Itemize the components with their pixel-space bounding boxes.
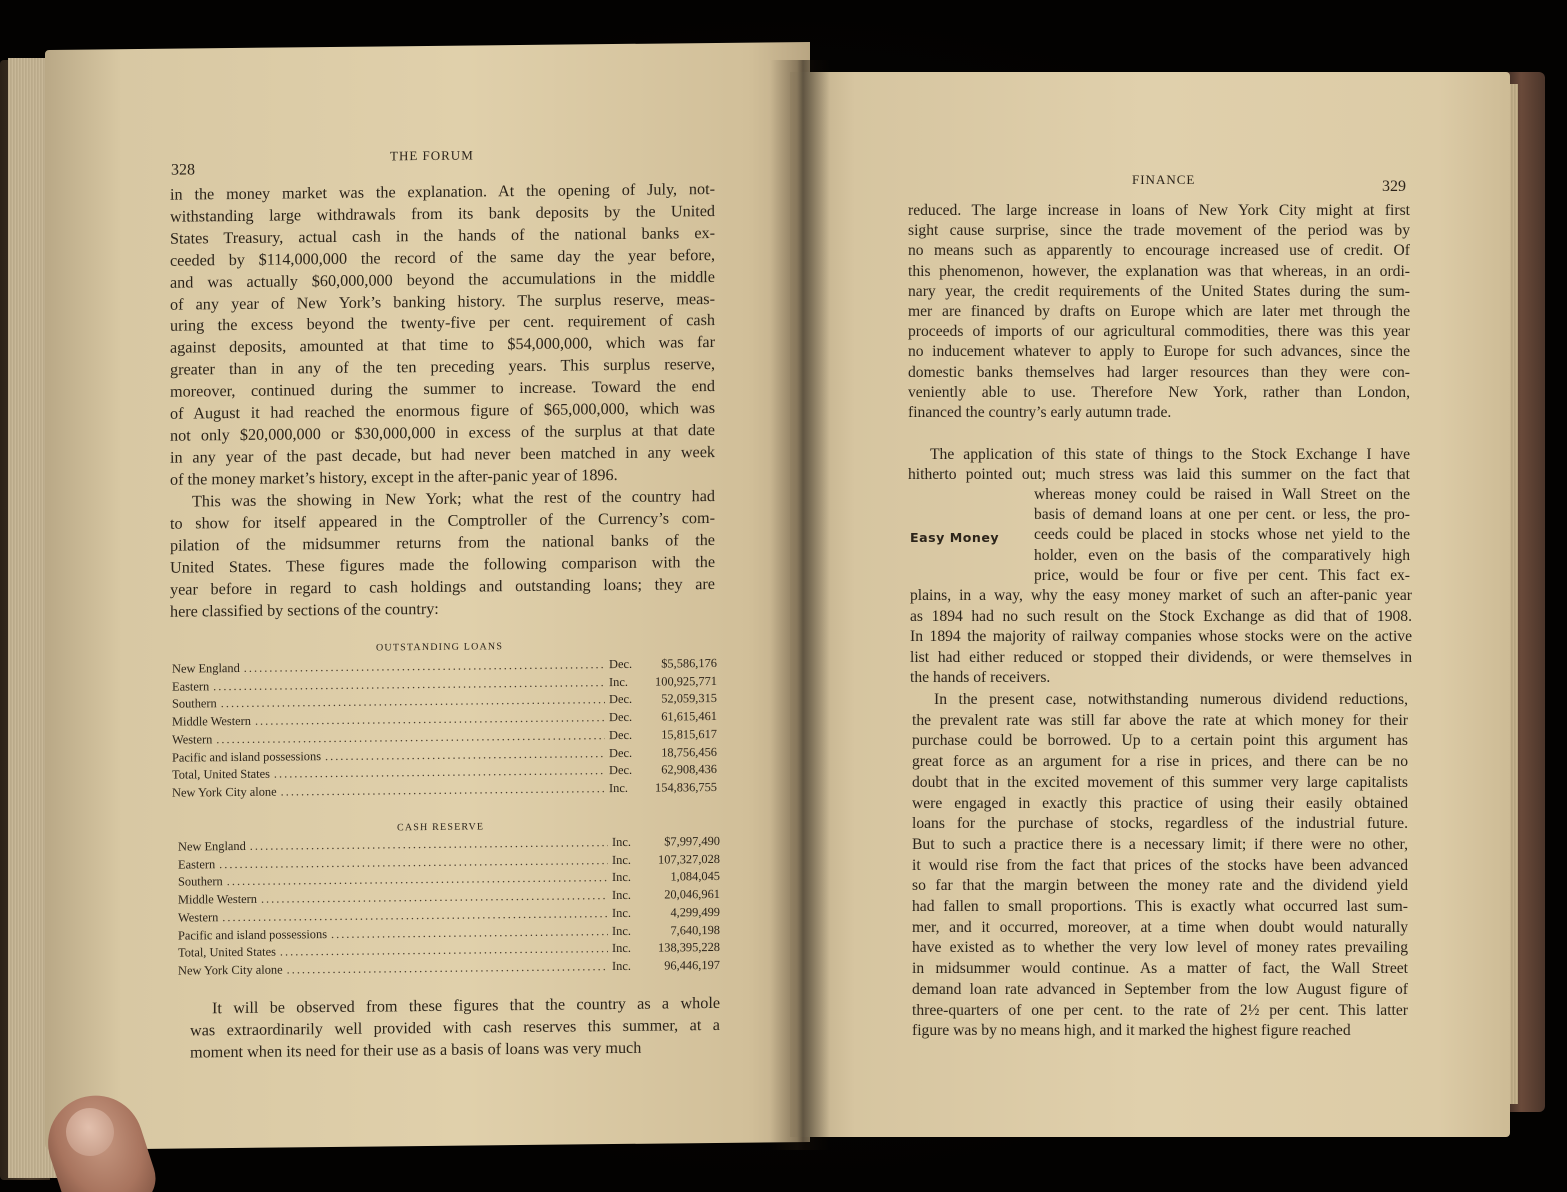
outstanding-loans-title: OUTSTANDING LOANS [376,641,504,654]
amount-value: 138,395,228 [658,940,720,955]
change-direction: Dec. [609,709,633,725]
text-line: here classified by sections of the country: [170,599,439,621]
text-line: of the money market’s history, except in the after-panic year of 1896. [170,465,618,489]
text-line: against deposits, amounted at that time to $54,000,000, which was far [170,333,715,358]
text-line: in the money market was the explanation. At the opening of July, not- [170,179,715,204]
text-line: The application of this state of things to the Stock Exchange I have [930,446,1410,463]
text-line: It will be observed from these figures that the country as a whole [212,993,720,1018]
region-label: Eastern [178,856,216,872]
amount-value: 100,925,771 [655,673,717,689]
change-direction: Inc. [612,852,631,867]
amount-value: 107,327,028 [658,851,720,867]
change-direction: Inc. [612,887,631,903]
text-line: so far that the margin between the money rate and the dividend yield [912,877,1408,895]
text-line: mer, and it occurred, moreover, at a time when doubt would naturally [912,918,1408,936]
text-line: reduced. The large increase in loans of New York City might at first [908,202,1410,219]
right-page [790,72,1510,1137]
left-paragraph-2 [170,486,715,623]
left-page [45,42,810,1150]
change-direction: Dec. [609,656,633,672]
text-line: year before in regard to cash holdings and outstanding loans; they are [170,574,715,599]
left-running-head: THE FORUM [390,147,474,164]
text-line: this phenomenon, however, the explanation was that whereas, in an ordi- [908,262,1410,280]
change-direction: Inc. [612,941,631,956]
text-line: plains, in a way, why the easy money market of such an after-panic year [910,587,1412,604]
region-label: Eastern [172,678,210,694]
change-direction: Inc. [609,780,628,796]
right-paragraph-1 [908,201,1410,423]
right-paragraph-3 [912,690,1408,1042]
text-line: financed the country’s early autumn trade. [908,404,1172,422]
change-direction: Dec. [609,763,633,778]
text-line: had fallen to small proportions. This is exactly what occurred last sum- [912,898,1408,916]
left-paragraph-3 [190,993,720,1064]
right-paragraph-2-narrow [1034,485,1410,586]
text-line: demand loan rate advanced in September from the low August figure of [912,980,1408,998]
region-label: New York City alone [178,962,283,978]
text-line: price, would be four or five per cent. This fact ex- [1034,566,1410,584]
text-line: of any year of New York’s banking history. The surplus reserve, meas- [170,289,715,314]
text-line: whereas money could be raised in Wall Street on the [1034,486,1410,503]
change-direction: Inc. [612,923,631,938]
text-line: greater than in any of the ten preceding years. This surplus reserve, [170,355,715,379]
text-line: pilation of the midsummer returns from the national banks of the [170,530,715,555]
region-label: Middle Western [172,713,251,729]
region-label: Southern [172,696,217,712]
text-line: list had either reduced or stopped their dividends, or were themselves in [910,648,1412,666]
change-direction: Dec. [609,745,633,760]
right-paragraph-2-rest [910,586,1412,689]
sidenote-easy-money: Easy Money [910,530,1000,545]
change-direction: Dec. [609,692,633,707]
region-label: New York City alone [172,784,277,800]
amount-value: $7,997,490 [664,833,720,849]
amount-value: 7,640,198 [670,922,720,937]
region-label: Southern [178,874,223,890]
change-direction: Inc. [609,674,628,689]
text-line: veniently able to use. Therefore New York, rather than London, [908,383,1410,401]
text-line: three-quarters of one per cent. to the rate of 2½ per cent. This latter [912,1001,1408,1019]
text-line: In the present case, notwithstanding numerous dividend reductions, [934,691,1408,708]
text-line: of August it had reached the enormous figure of $65,000,000, which was [170,399,715,423]
amount-value: 20,046,961 [664,887,720,902]
text-line: in midsummer would continue. As a matter of fact, the Wall Street [912,960,1408,978]
right-running-head: FINANCE [1132,172,1196,187]
text-line: figure was by no means high, and it marked the highest figure reached [912,1022,1351,1040]
text-line: withstanding large withdrawals from its bank deposits by the United [170,201,715,226]
amount-value: 18,756,456 [661,744,717,760]
text-line: no means such as apparently to encourage increased use of credit. Of [908,242,1410,260]
leader-dots [287,958,608,979]
right-paragraph-2-full [908,445,1410,485]
right-page-number: 329 [1382,178,1406,195]
cash-reserve-table [178,833,720,980]
change-direction: Inc. [612,834,631,850]
text-line: and was actually $60,000,000 beyond the accumulations in the middle [170,267,715,292]
text-line: This was the showing in New York; what the rest of the country had [192,486,715,511]
text-line: loans for the purchase of stocks, regardless of the industrial future. [912,815,1408,833]
region-label: Western [178,909,219,925]
text-line: uring the excess beyond the twenty-five per cent. requirement of cash [170,311,715,336]
amount-value: 61,615,461 [661,709,717,724]
text-line: were engaged in exactly this practice of using their easily obtained [912,794,1408,812]
change-direction: Inc. [612,870,631,885]
amount-value: 4,299,499 [670,904,720,920]
text-line: in any year of the past decade, but had never been matched in any week [170,442,715,467]
text-line: it would rise from the fact that prices of the stocks have been advanced [912,856,1408,874]
text-line: have existed as to whether the very low level of money rates prevailing [912,939,1408,957]
region-label: Total, United States [178,944,276,960]
text-line: to show for itself appeared in the Comptroller of the Currency’s com- [170,508,715,533]
text-line: In 1894 the majority of railway companies whose stocks were on the active [910,628,1412,646]
text-line: as 1894 had no such result on the Stock Exchange as did that of 1908. [910,607,1412,625]
text-line: domestic banks themselves had larger resources than they were con- [908,363,1410,381]
region-label: New England [172,660,240,676]
text-line: moment when its need for their use as a basis of loans was very much [190,1038,642,1062]
text-line: hitherto pointed out; much stress was laid this summer on the fact that [908,466,1410,484]
text-line: sight cause surprise, since the trade movement of the period was by [908,222,1410,240]
amount-value: 1,084,045 [670,869,720,884]
change-direction: Inc. [612,905,631,920]
text-line: holder, even on the basis of the comparatively high [1034,546,1410,564]
text-line: great force as an argument for a rise in prices, and there can be no [912,753,1408,771]
amount-value: 52,059,315 [661,691,717,706]
text-line: But to such a practice there is a necessary limit; if there were no other, [912,835,1408,853]
text-line: proceeds of imports of our agricultural commodities, there was this year [908,323,1410,341]
text-line: was extraordinarily well provided with cash reserves this summer, at a [190,1015,720,1040]
region-label: Middle Western [178,891,257,907]
text-line: States Treasury, actual cash in the hands of the national banks ex- [170,223,715,248]
text-line: nary year, the credit requirements of the United States during the sum- [908,282,1410,300]
text-line: no inducement whatever to apply to Europe for such advances, since the [908,343,1410,361]
change-direction: Inc. [612,958,631,973]
amount-value: $5,586,176 [661,655,717,671]
text-line: the prevalent rate was still far above the rate at which money for their [912,711,1408,729]
region-label: Western [172,732,213,747]
region-label: Pacific and island possessions [178,926,328,943]
amount-value: 62,908,436 [661,762,717,777]
text-line: not only $20,000,000 or $30,000,000 in excess of the surplus at that date [170,420,715,445]
left-page-number: 328 [171,161,195,179]
amount-value: 15,815,617 [661,726,717,742]
left-paragraph-1 [170,179,715,491]
leader-dots [281,780,605,801]
outstanding-loans-table [172,655,717,802]
text-line: basis of demand loans at one per cent. or less, the pro- [1034,506,1410,524]
region-label: Total, United States [172,766,270,782]
amount-value: 96,446,197 [664,957,720,973]
amount-value: 154,836,755 [655,779,717,795]
text-line: United States. These figures made the following comparison with the [170,552,715,577]
text-line: moreover, continued during the summer to increase. Toward the end [170,377,715,401]
text-line: purchase could be borrowed. Up to a certain point this argument has [912,732,1408,750]
region-label: Pacific and island possessions [172,748,322,765]
text-line: ceeded by $114,000,000 the record of the same day the year before, [170,245,715,270]
change-direction: Dec. [609,727,633,742]
cash-reserve-title: CASH RESERVE [397,821,485,834]
region-label: New England [178,838,246,854]
text-line: ceeds could be placed in stocks whose net yield to the [1034,526,1410,544]
text-line: doubt that in the excited movement of this summer very large capitalists [912,773,1408,791]
text-line: mer are financed by drafts on Europe which are later met through the [908,303,1410,321]
text-line: the hands of receivers. [910,669,1051,687]
